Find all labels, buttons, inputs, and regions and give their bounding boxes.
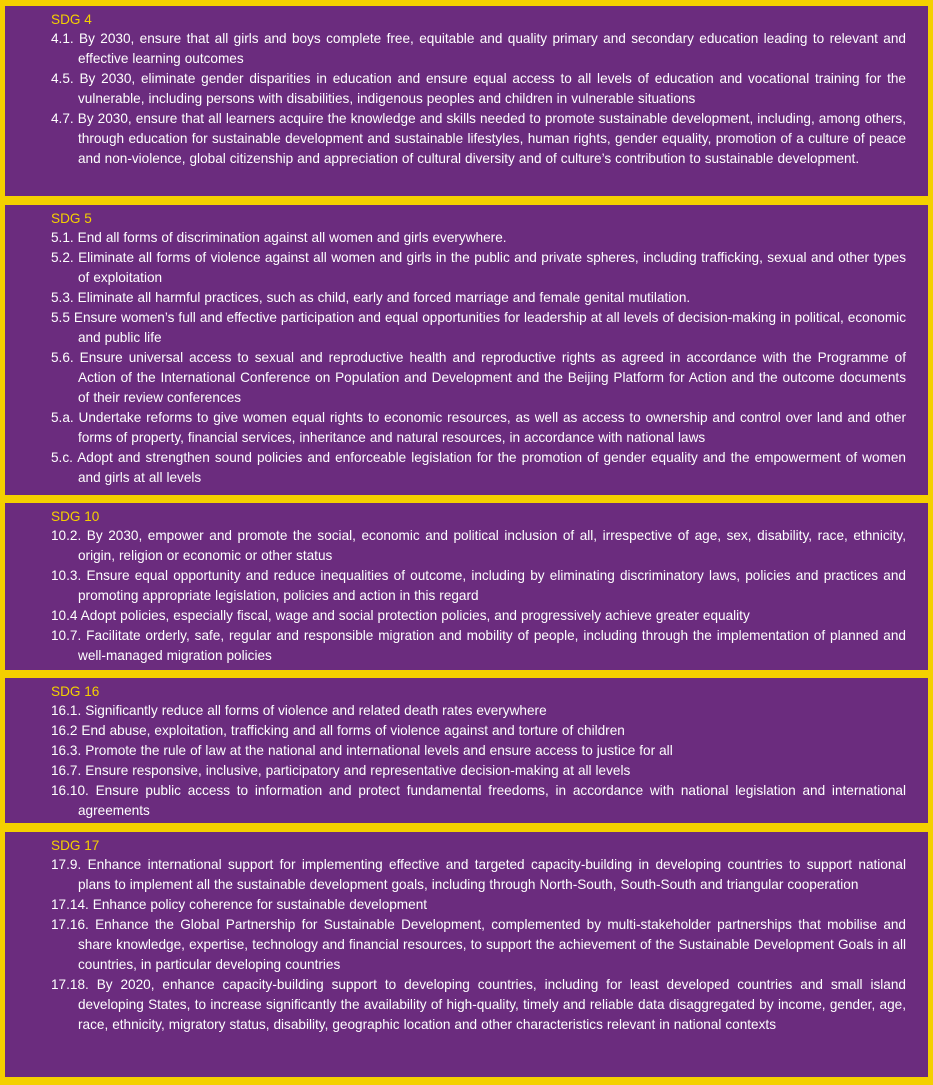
sdg-10-panel bbox=[5, 503, 928, 670]
target-item: 17.16. Enhance the Global Partnership for Sustainable Development, complemented by multi-stakeholder partnerships that mobilise and share knowledge, expertise, technology and financial resources, to support the achievement of the Sustainable Development Goals in all countries, in particular developing countries bbox=[51, 917, 906, 972]
target-item: 4.5. By 2030, eliminate gender disparities in education and ensure equal access to all levels of education and vocational training for the vulnerable, including persons with disabilities, indigenous peoples and children in vulnerable situations bbox=[51, 71, 906, 106]
target-item: 17.18. By 2020, enhance capacity-building support to developing countries, including for least developed countries and small island developing States, to increase significantly the availability of high-quality, timely and reliable data disaggregated by income, gender, age, race, ethnicity, migratory status, disability, geographic location and other characteristics relevant in national contexts bbox=[51, 977, 906, 1032]
target-item: 16.3. Promote the rule of law at the national and international levels and ensure access to justice for all bbox=[51, 743, 673, 758]
sdg-4-title: SDG 4 bbox=[51, 12, 92, 27]
target-item: 16.1. Significantly reduce all forms of violence and related death rates everywhere bbox=[51, 703, 547, 718]
sdg-10-title: SDG 10 bbox=[51, 509, 100, 524]
target-item: 4.7. By 2030, ensure that all learners acquire the knowledge and skills needed to promote sustainable development, including, among others, through education for sustainable development and sustainable lifestyles, human rights, gender equality, promotion of a culture of peace and non-violence, global citizenship and appreciation of cultural diversity and of culture’s contribution to sustainable development. bbox=[51, 111, 906, 166]
sdg-4-panel bbox=[5, 6, 928, 196]
target-item: 4.1. By 2030, ensure that all girls and boys complete free, equitable and quality primary and secondary education leading to relevant and effective learning outcomes bbox=[51, 31, 906, 66]
target-item: 10.7. Facilitate orderly, safe, regular and responsible migration and mobility of people, including through the implementation of planned and well-managed migration policies bbox=[51, 628, 906, 663]
target-item: 16.10. Ensure public access to information and protect fundamental freedoms, in accordance with national legislation and international agreements bbox=[51, 783, 906, 818]
sdg-17-title: SDG 17 bbox=[51, 838, 100, 853]
target-item: 5.2. Eliminate all forms of violence against all women and girls in the public and private spheres, including trafficking, sexual and other types of exploitation bbox=[51, 250, 906, 285]
sdg-17-panel bbox=[5, 832, 928, 1077]
target-item: 16.2 End abuse, exploitation, trafficking and all forms of violence against and torture of children bbox=[51, 723, 625, 738]
sdg-16-panel bbox=[5, 678, 928, 823]
target-item: 10.4 Adopt policies, especially fiscal, wage and social protection policies, and progressively achieve greater equality bbox=[51, 608, 750, 623]
target-item: 10.2. By 2030, empower and promote the social, economic and political inclusion of all, irrespective of age, sex, disability, race, ethnicity, origin, religion or economic or other status bbox=[51, 528, 906, 563]
target-item: 5.3. Eliminate all harmful practices, such as child, early and forced marriage and female genital mutilation. bbox=[51, 290, 691, 305]
sdg-5-panel bbox=[5, 205, 928, 495]
sdg-16-title: SDG 16 bbox=[51, 684, 100, 699]
target-item: 5.6. Ensure universal access to sexual and reproductive health and reproductive rights as agreed in accordance with the Programme of Action of the International Conference on Population and Development and the Beijing Platform for Action and the outcome documents of their review conferences bbox=[51, 350, 906, 405]
target-item: 10.3. Ensure equal opportunity and reduce inequalities of outcome, including by eliminating discriminatory laws, policies and practices and promoting appropriate legislation, policies and action in this regard bbox=[51, 568, 906, 603]
sdg-5-title: SDG 5 bbox=[51, 211, 92, 226]
target-item: 5.1. End all forms of discrimination against all women and girls everywhere. bbox=[51, 230, 507, 245]
target-item: 17.9. Enhance international support for implementing effective and targeted capacity-building in developing countries to support national plans to implement all the sustainable development goals, including through North-South, South-South and triangular cooperation bbox=[51, 857, 906, 892]
target-item: 5.5 Ensure women’s full and effective participation and equal opportunities for leadership at all levels of decision-making in political, economic and public life bbox=[51, 310, 906, 345]
target-item: 16.7. Ensure responsive, inclusive, participatory and representative decision-making at all levels bbox=[51, 763, 631, 778]
target-item: 5.a. Undertake reforms to give women equal rights to economic resources, as well as access to ownership and control over land and other forms of property, financial services, inheritance and natural resources, in accordance with national laws bbox=[51, 410, 906, 445]
target-item: 5.c. Adopt and strengthen sound policies and enforceable legislation for the promotion of gender equality and the empowerment of women and girls at all levels bbox=[51, 450, 906, 485]
target-item: 17.14. Enhance policy coherence for sustainable development bbox=[51, 897, 428, 912]
